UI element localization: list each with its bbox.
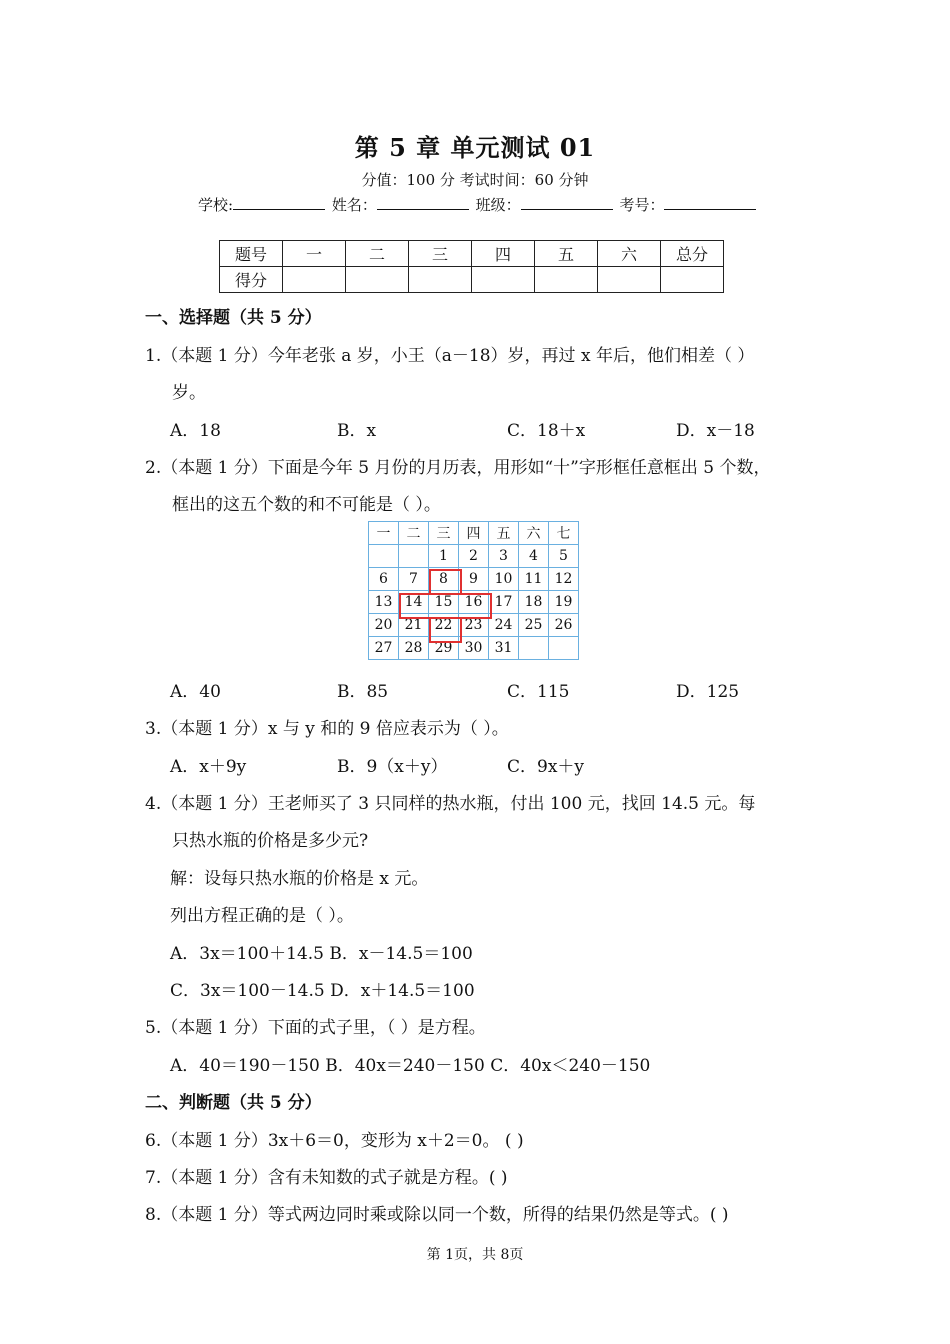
score-cell: 总分 — [661, 241, 724, 267]
score-cell: 二 — [346, 241, 409, 267]
calendar-cell: 8 — [429, 568, 459, 591]
q2-option-c[interactable]: C．115 — [507, 682, 570, 702]
score-cell: 五 — [535, 241, 598, 267]
cross-frame-bottom — [429, 617, 462, 643]
q3-option-b[interactable]: B．9（x＋y） — [337, 757, 448, 777]
calendar-cell: 31 — [489, 637, 519, 660]
calendar-cell — [399, 545, 429, 568]
q3-option-c[interactable]: C．9x＋y — [507, 757, 585, 777]
section-heading-choice: 一、选择题（共 5 分） — [145, 308, 322, 328]
calendar-cell: 二 — [399, 522, 429, 545]
calendar-cell: 五 — [489, 522, 519, 545]
score-cell: 六 — [598, 241, 661, 267]
calendar-cell: 21 — [399, 614, 429, 637]
cross-frame-top — [429, 569, 462, 595]
calendar-cell — [369, 545, 399, 568]
calendar-cell: 一 — [369, 522, 399, 545]
calendar-cell: 13 — [369, 591, 399, 614]
calendar-cell: 12 — [549, 568, 579, 591]
score-cell: 三 — [409, 241, 472, 267]
page-footer: 第 1页，共 8页 — [426, 1247, 524, 1263]
name-label: 姓名： — [331, 196, 377, 214]
section-heading-judgement: 二、判断题（共 5 分） — [145, 1093, 322, 1113]
exam-meta: 分值：100 分 考试时间：60 分钟 — [361, 171, 589, 189]
calendar-cell: 25 — [519, 614, 549, 637]
school-label: 学校: — [198, 196, 234, 214]
calendar-cell: 六 — [519, 522, 549, 545]
class-label: 班级： — [475, 196, 521, 214]
question-2-text-cont: 框出的这五个数的和不可能是（ ）。 — [172, 495, 441, 515]
question-4-solution: 解：设每只热水瓶的价格是 x 元。 — [170, 869, 429, 889]
question-8-text: 8.（本题 1 分）等式两边同时乘或除以同一个数，所得的结果仍然是等式。( ) — [145, 1205, 729, 1225]
q4-options-cd[interactable]: C．3x＝100－14.5 D．x＋14.5＝100 — [170, 981, 475, 1001]
calendar-cell: 9 — [459, 568, 489, 591]
q5-options[interactable]: A．40＝190－150 B．40x＝240－150 C．40x＜240－150 — [170, 1056, 651, 1076]
calendar-row — [369, 637, 579, 660]
score-input-cell[interactable] — [409, 267, 472, 293]
calendar-cell: 27 — [369, 637, 399, 660]
page-title: 第 5 章 单元测试 01 — [354, 133, 596, 162]
calendar-cell: 18 — [519, 591, 549, 614]
q2-option-a[interactable]: A．40 — [170, 682, 221, 702]
calendar-cell: 19 — [549, 591, 579, 614]
score-input-cell[interactable] — [535, 267, 598, 293]
score-cell: 一 — [283, 241, 346, 267]
calendar-cell: 7 — [399, 568, 429, 591]
calendar-cell: 4 — [519, 545, 549, 568]
calendar-cell: 三 — [429, 522, 459, 545]
calendar-cell — [549, 637, 579, 660]
calendar-cell: 22 — [429, 614, 459, 637]
q3-option-a[interactable]: A．x＋9y — [170, 757, 247, 777]
calendar-cell: 5 — [549, 545, 579, 568]
score-input-cell[interactable] — [661, 267, 724, 293]
score-table — [219, 240, 724, 293]
question-3-text: 3.（本题 1 分）x 与 y 和的 9 倍应表示为（ ）。 — [145, 719, 509, 739]
calendar-cell: 10 — [489, 568, 519, 591]
score-input-cell[interactable] — [346, 267, 409, 293]
calendar-header-row — [369, 522, 579, 545]
score-input-cell[interactable] — [283, 267, 346, 293]
calendar-cell: 17 — [489, 591, 519, 614]
q1-option-a[interactable]: A．18 — [170, 421, 221, 441]
score-input-cell[interactable] — [598, 267, 661, 293]
calendar-cell: 11 — [519, 568, 549, 591]
question-5-text: 5.（本题 1 分）下面的式子里，（ ）是方程。 — [145, 1018, 486, 1038]
calendar-cell: 6 — [369, 568, 399, 591]
q1-option-d[interactable]: D．x－18 — [676, 421, 755, 441]
score-cell: 题号 — [220, 241, 283, 267]
question-6-text: 6.（本题 1 分）3x＋6＝0，变形为 x＋2＝0。 ( ) — [145, 1131, 524, 1151]
calendar-cell — [519, 637, 549, 660]
question-2-text: 2.（本题 1 分）下面是今年 5 月份的月历表，用形如“十”字形框任意框出 5 个数， — [145, 458, 771, 478]
name-blank[interactable] — [377, 195, 469, 210]
q2-option-d[interactable]: D．125 — [676, 682, 740, 702]
school-blank[interactable] — [233, 195, 325, 210]
calendar-cell: 20 — [369, 614, 399, 637]
calendar-cell: 15 — [429, 591, 459, 614]
q2-option-b[interactable]: B．85 — [337, 682, 389, 702]
calendar-row — [369, 545, 579, 568]
calendar-cell: 16 — [459, 591, 489, 614]
calendar-cell: 26 — [549, 614, 579, 637]
question-1-text-cont: 岁。 — [172, 383, 206, 403]
calendar-cell: 24 — [489, 614, 519, 637]
question-7-text: 7.（本题 1 分）含有未知数的式子就是方程。( ) — [145, 1168, 508, 1188]
calendar-cell: 1 — [429, 545, 459, 568]
calendar-cell: 30 — [459, 637, 489, 660]
q1-option-b[interactable]: B．x — [337, 421, 377, 441]
may-calendar — [368, 521, 579, 660]
score-input-cell[interactable] — [472, 267, 535, 293]
cross-frame-middle — [399, 593, 492, 619]
class-blank[interactable] — [521, 195, 613, 210]
exam-number-label: 考号： — [619, 196, 665, 214]
score-table-score-row — [220, 267, 724, 293]
calendar-cell: 3 — [489, 545, 519, 568]
score-cell: 得分 — [220, 267, 283, 293]
exam-number-blank[interactable] — [664, 195, 756, 210]
question-4-text: 4.（本题 1 分）王老师买了 3 只同样的热水瓶，付出 100 元，找回 14.5 元。每 — [145, 794, 756, 814]
question-4-prompt: 列出方程正确的是（ ）。 — [170, 906, 354, 926]
calendar-row — [369, 568, 579, 591]
calendar-cell: 2 — [459, 545, 489, 568]
calendar-cell: 四 — [459, 522, 489, 545]
q4-options-ab[interactable]: A．3x＝100＋14.5 B．x－14.5＝100 — [170, 944, 473, 964]
score-table-header-row — [220, 241, 724, 267]
calendar-cell: 七 — [549, 522, 579, 545]
calendar-cell: 29 — [429, 637, 459, 660]
calendar-cell: 14 — [399, 591, 429, 614]
calendar-cell: 28 — [399, 637, 429, 660]
calendar-cell: 23 — [459, 614, 489, 637]
score-cell: 四 — [472, 241, 535, 267]
q1-option-c[interactable]: C．18＋x — [507, 421, 586, 441]
student-info-fields — [198, 194, 758, 215]
question-1-text: 1.（本题 1 分）今年老张 a 岁，小王（a－18）岁，再过 x 年后，他们相差（ ） — [145, 346, 755, 366]
question-4-text-cont: 只热水瓶的价格是多少元? — [172, 831, 369, 851]
